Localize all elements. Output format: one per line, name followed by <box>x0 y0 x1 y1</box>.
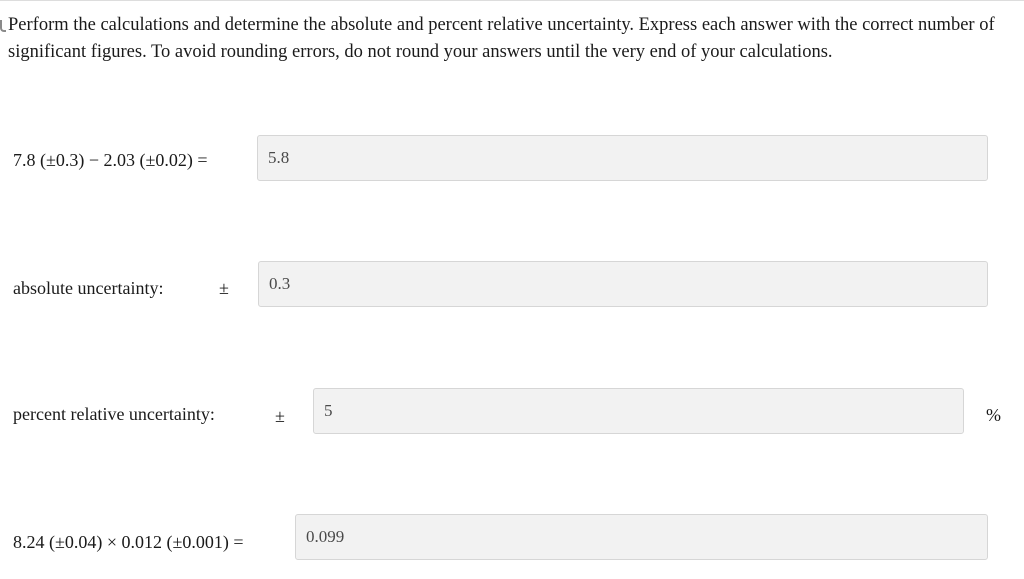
multiplication-answer-input[interactable] <box>295 514 988 560</box>
absolute-uncertainty-input[interactable] <box>258 261 988 307</box>
multiplication-expression-label: 8.24 (±0.04) × 0.012 (±0.001) = <box>13 532 244 552</box>
absolute-uncertainty-label: absolute uncertainty: <box>13 278 164 298</box>
percent-relative-uncertainty-label: percent relative uncertainty: <box>13 404 215 424</box>
percent-unit-label: % <box>986 405 1001 425</box>
subtraction-expression-label: 7.8 (±0.3) − 2.03 (±0.02) = <box>13 150 208 170</box>
percent-relative-uncertainty-input[interactable] <box>313 388 964 434</box>
top-divider <box>0 0 1024 1</box>
instructions-text: Perform the calculations and determine the absolute and percent relative uncertainty. Express each answer with the correct number of significant figures. To avoid rounding errors, do not round your answers until the very end of your calculations. <box>8 15 995 62</box>
plus-minus-sign: ± <box>219 278 229 298</box>
question-marker-icon <box>0 20 6 32</box>
plus-minus-sign: ± <box>275 406 285 426</box>
subtraction-answer-input[interactable] <box>257 135 988 181</box>
